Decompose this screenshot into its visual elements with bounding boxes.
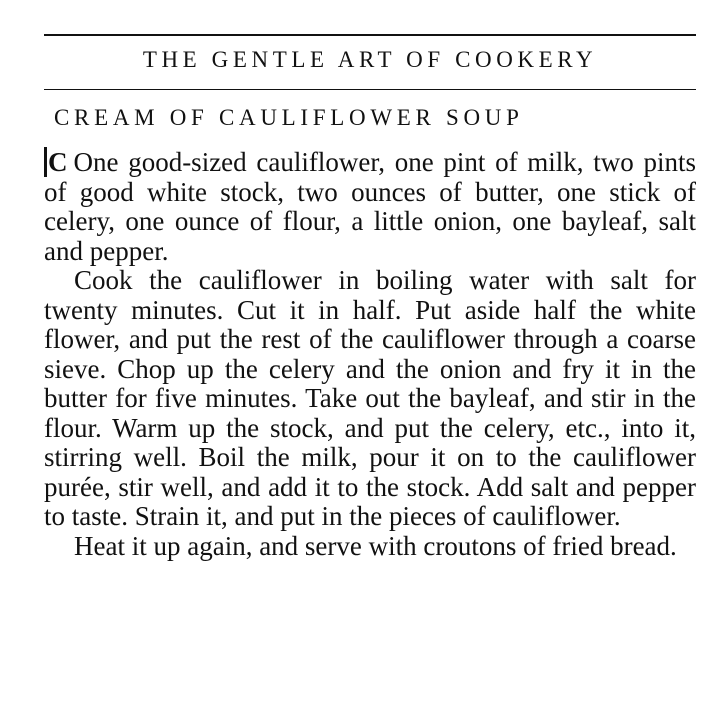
ingredients-text: One good-sized cauliflower, one pint of milk, two pints of good white stock, two ounces of butter, one stick of celery, one ounce of flour, a little onion, one bayleaf, salt and pepper. (44, 147, 696, 266)
recipe-title: CREAM OF CAULIFLOWER SOUP (54, 105, 524, 130)
top-rule (44, 34, 696, 36)
book-page (44, 0, 696, 716)
header-rule (44, 89, 696, 90)
recipe-body (44, 148, 696, 561)
ingredients-paragraph (44, 148, 696, 266)
method-paragraph: Cook the cauliflower in boiling water with salt for twenty minutes. Cut it in half. Put aside half the white flower, and put the rest of the cauliflower through a coarse sieve. Chop up the celery and the onion and fry it in the butter for five minutes. Take out the bayleaf, and stir in the flour. Warm up the stock, and put the celery, etc., into it, stirring well. Boil the milk, pour it on to the cauliflower purée, stir well, and add it to the stock. Add salt and pepper to taste. Strain it, and put in the pieces of cauliflower. (44, 265, 696, 531)
paragraph-mark-icon: C (44, 147, 68, 177)
serving-paragraph: Heat it up again, and serve with croutons of fried bread. (74, 530, 677, 561)
running-head: THE GENTLE ART OF COOKERY (142, 47, 598, 72)
